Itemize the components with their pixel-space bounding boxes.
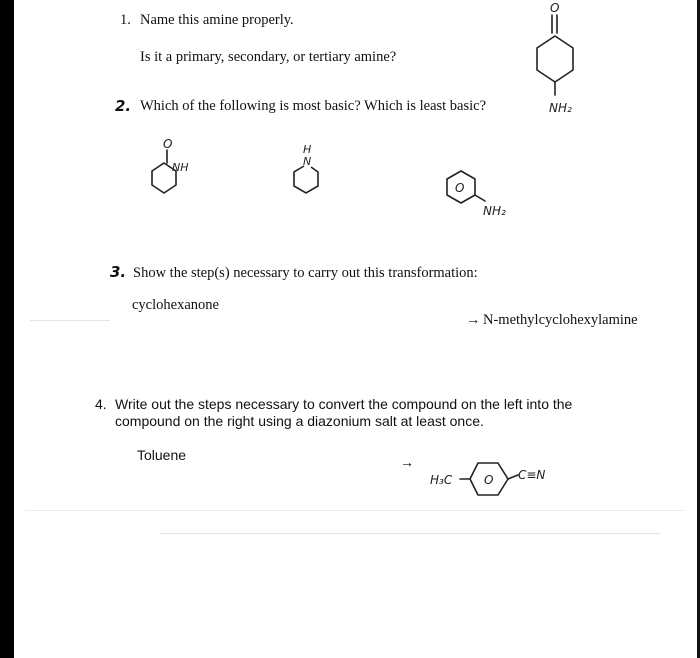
q4-line2: compound on the right using a diazonium salt at least once. bbox=[115, 413, 484, 429]
q1-oxygen-label: O bbox=[550, 1, 560, 15]
faint-rule-1 bbox=[30, 320, 110, 321]
q2-piperidine-ring bbox=[294, 166, 318, 193]
q2-benzylamine-structure bbox=[435, 165, 545, 225]
faint-rule-3 bbox=[160, 533, 660, 534]
left-black-border bbox=[0, 0, 14, 658]
q2-piperidine-h-label: H bbox=[303, 143, 312, 156]
q2-text: Which of the following is most basic? Which is least basic? bbox=[140, 98, 487, 114]
q2-lactam-structure bbox=[140, 135, 220, 205]
q2-benzylamine-nh2-label: NH₂ bbox=[483, 204, 506, 218]
q2-number: 2. bbox=[115, 97, 132, 115]
q1-ring bbox=[537, 36, 573, 82]
faint-rule-2 bbox=[25, 510, 685, 511]
q4-number: 4. bbox=[95, 396, 107, 412]
q4-nitrile-bond bbox=[508, 475, 518, 479]
q4-product-structure bbox=[428, 455, 578, 500]
q2-lactam-nh-label: NH bbox=[172, 161, 189, 174]
q2-piperidine-structure bbox=[280, 140, 340, 200]
q1-number: 1. bbox=[120, 12, 131, 28]
q4-line1: Write out the steps necessary to convert the compound on the left into the bbox=[115, 396, 573, 412]
q2-benzyl-bond bbox=[475, 195, 485, 201]
q4-arrow: → bbox=[400, 454, 414, 470]
q4-h3c-label: H₃C bbox=[430, 473, 453, 487]
q1-amine-label: NH₂ bbox=[549, 101, 572, 115]
q3-left-compound: cyclohexanone bbox=[132, 297, 219, 313]
q1-cyclohexanone-amine-structure bbox=[525, 0, 605, 120]
q3-right-compound: N-methylcyclohexylamine bbox=[483, 312, 638, 328]
q2-piperidine-n-label: N bbox=[303, 155, 312, 168]
q4-nitrile-label: C≡N bbox=[518, 468, 546, 482]
q3-text: Show the step(s) necessary to carry out this transformation: bbox=[133, 265, 478, 281]
q3-arrow: → bbox=[466, 312, 481, 328]
q3-number: 3. bbox=[110, 263, 127, 281]
q4-left-compound: Toluene bbox=[137, 447, 187, 463]
q1-line2: Is it a primary, secondary, or tertiary amine? bbox=[140, 49, 397, 65]
q1-line1: Name this amine properly. bbox=[140, 12, 294, 28]
q2-benzene-o-label: O bbox=[455, 181, 465, 195]
q4-ring-o-label: O bbox=[484, 473, 494, 487]
q2-lactam-oxygen-label: O bbox=[163, 137, 173, 151]
